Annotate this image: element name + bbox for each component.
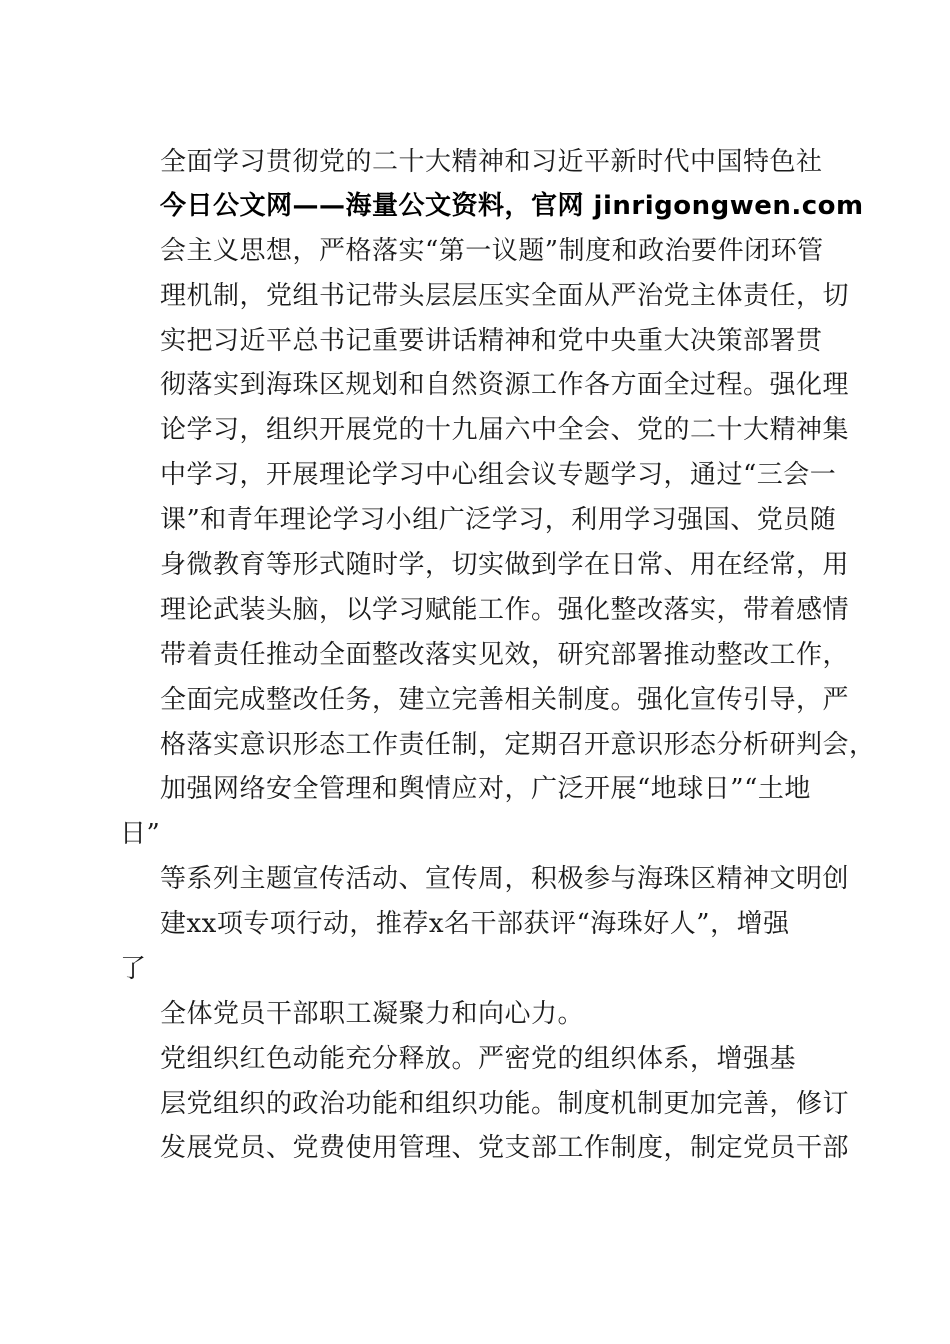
paragraph-line-7: 中学习，开展理论学习中心组会议专题学习，通过“三会一 <box>160 460 837 490</box>
paragraph-line-4: 实把习近平总书记重要讲话精神和党中央重大决策部署贯 <box>160 326 823 356</box>
paragraph-line-3: 理机制，党组书记带头层层压实全面从严治党主体责任，切 <box>160 281 850 311</box>
paragraph-line-5: 彻落实到海珠区规划和自然资源工作各方面全过程。强化理 <box>160 370 850 400</box>
watermark-banner: 今日公文网——海量公文资料，官网 jinrigongwen.com <box>160 191 864 221</box>
paragraph-line-8: 课”和青年理论学习小组广泛学习，利用学习强国、党员随 <box>160 505 837 535</box>
paragraph-line-11: 带着责任推动全面整改落实见效，研究部署推动整改工作， <box>160 640 850 670</box>
paragraph-line-17: 建xx项专项行动，推荐x名干部获评“海珠好人”，增强 <box>160 909 790 939</box>
paragraph-line-21: 层党组织的政治功能和组织功能。制度机制更加完善，修订 <box>160 1089 850 1119</box>
paragraph-line-2: 会主义思想，严格落实“第一议题”制度和政治要件闭环管 <box>160 236 824 266</box>
paragraph-line-1: 全面学习贯彻党的二十大精神和习近平新时代中国特色社 <box>160 147 823 177</box>
paragraph-line-22: 发展党员、党费使用管理、党支部工作制度，制定党员干部 <box>160 1133 850 1163</box>
paragraph-line-12: 全面完成整改任务，建立完善相关制度。强化宣传引导，严 <box>160 685 850 715</box>
paragraph-line-13: 格落实意识形态工作责任制，定期召开意识形态分析研判会， <box>160 730 876 760</box>
paragraph-line-15: 日” <box>120 819 161 849</box>
paragraph-line-14: 加强网络安全管理和舆情应对，广泛开展“地球日”“土地 <box>160 774 811 804</box>
paragraph-line-19: 全体党员干部职工凝聚力和向心力。 <box>160 999 585 1029</box>
paragraph-line-16: 等系列主题宣传活动、宣传周，积极参与海珠区精神文明创 <box>160 864 850 894</box>
paragraph-line-20: 党组织红色动能充分释放。严密党的组织体系，增强基 <box>160 1044 797 1074</box>
paragraph-line-9: 身微教育等形式随时学，切实做到学在日常、用在经常，用 <box>160 550 850 580</box>
paragraph-line-18: 了 <box>120 954 147 984</box>
paragraph-line-6: 论学习，组织开展党的十九届六中全会、党的二十大精神集 <box>160 415 850 445</box>
paragraph-line-10: 理论武装头脑，以学习赋能工作。强化整改落实，带着感情 <box>160 595 850 625</box>
